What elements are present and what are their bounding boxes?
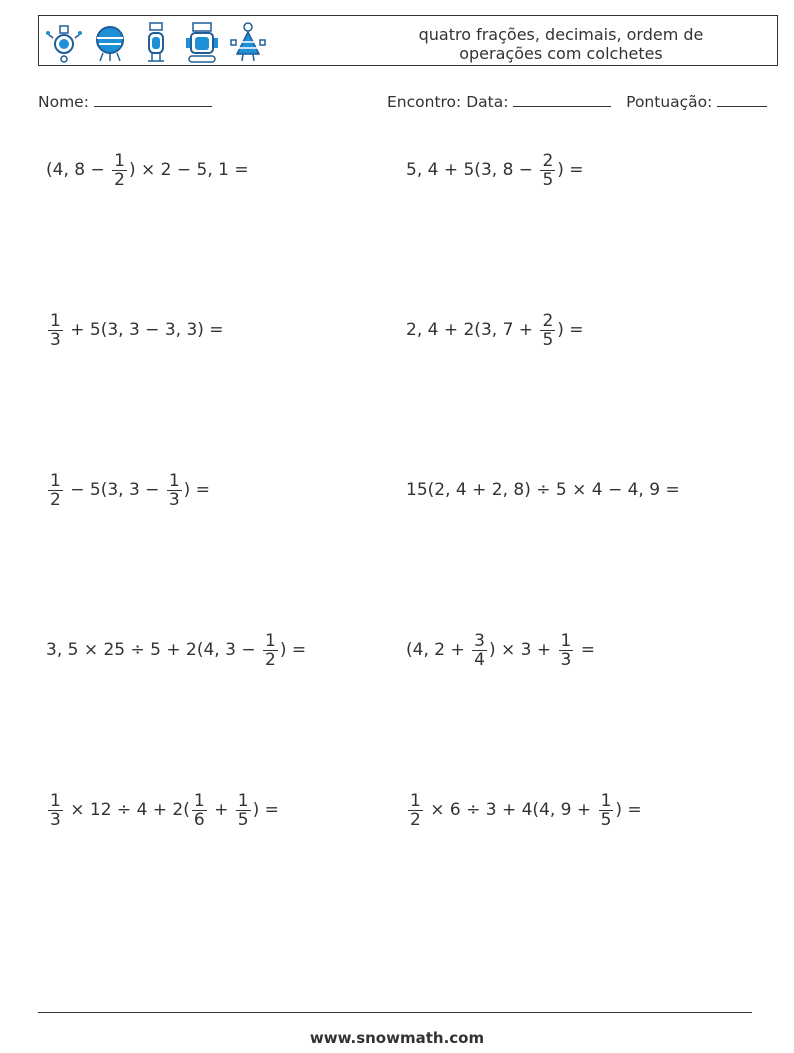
fraction-denominator: 3 (50, 329, 61, 350)
robot-icon (137, 20, 175, 64)
fraction-numerator: 1 (168, 470, 180, 491)
fraction-numerator: 1 (193, 790, 205, 811)
fraction-numerator: 1 (50, 470, 61, 491)
robot-icon (91, 20, 129, 64)
fraction-numerator: 1 (114, 150, 125, 171)
fraction-denominator: 2 (50, 489, 61, 510)
worksheet-header (38, 15, 778, 66)
fraction-denominator: 6 (193, 809, 205, 830)
score-blank[interactable] (717, 92, 767, 107)
expression-text: × 6 ÷ 3 + 4(4, 9 + (424, 800, 597, 820)
fraction-numerator: 1 (600, 790, 612, 811)
fraction (48, 312, 63, 349)
expression-text: ) × 2 − 5, 1 = (128, 160, 249, 180)
name-field (38, 92, 212, 111)
expression-text: 2, 4 + 2(3, 7 + (406, 320, 539, 340)
fraction-numerator: 1 (50, 790, 61, 811)
fraction (48, 792, 63, 829)
name-blank[interactable] (94, 92, 212, 107)
fraction (167, 472, 182, 509)
problem-6 (406, 466, 680, 514)
date-blank[interactable] (513, 92, 611, 107)
fraction-numerator: 3 (474, 630, 485, 651)
expression-text: × 12 ÷ 4 + 2( (64, 800, 190, 820)
fraction-numerator: 1 (410, 790, 421, 811)
expression-text: ) = (183, 480, 210, 500)
problem-1 (46, 146, 249, 194)
robot-icon (45, 20, 83, 64)
title-line-2: operações com colchetes (459, 44, 663, 63)
fraction (236, 792, 251, 829)
fraction-denominator: 2 (264, 649, 276, 670)
fraction-denominator: 4 (474, 649, 485, 670)
problem-5 (46, 466, 210, 514)
expression-text: ) = (279, 640, 307, 660)
expression-text: + 5(3, 3 − 3, 3) = (64, 320, 224, 340)
encounter-date-score (387, 92, 767, 111)
problem-2 (406, 146, 584, 194)
problem-8 (406, 626, 595, 674)
fraction-denominator: 5 (542, 329, 554, 350)
encounter-label: Encontro: (387, 93, 462, 111)
worksheet-title (391, 25, 731, 63)
title-line-1: quatro frações, decimais, ordem de (418, 25, 704, 44)
expression-text: 5, 4 + 5(3, 8 − (406, 160, 539, 180)
expression-text: + (208, 800, 234, 820)
fraction (559, 632, 574, 669)
footer-site[interactable]: www.snowmath.com (309, 1029, 485, 1047)
expression-text: ) = (615, 800, 642, 820)
fraction (112, 152, 127, 189)
problem-7 (46, 626, 306, 674)
fraction-numerator: 1 (264, 630, 276, 651)
problem-10 (406, 786, 642, 834)
date-label: Data: (466, 93, 509, 111)
fraction-denominator: 2 (114, 169, 125, 190)
fraction (192, 792, 207, 829)
fraction-numerator: 2 (542, 150, 554, 171)
fraction-denominator: 3 (560, 649, 572, 670)
fraction-numerator: 2 (542, 310, 554, 331)
fraction-numerator: 1 (237, 790, 249, 811)
expression-text: ) = (252, 800, 279, 820)
robot-icons (45, 20, 267, 64)
robot-icon (183, 20, 221, 64)
footer-divider (38, 1012, 752, 1013)
fraction (472, 632, 487, 669)
expression-text: − 5(3, 3 − (64, 480, 165, 500)
fraction-denominator: 5 (600, 809, 612, 830)
expression-text: ) = (557, 320, 584, 340)
problem-4 (406, 306, 584, 354)
fraction (599, 792, 614, 829)
fraction (540, 312, 555, 349)
expression-text: (4, 8 − (46, 160, 111, 180)
fraction-denominator: 2 (410, 809, 421, 830)
score-label: Pontuação: (626, 93, 713, 111)
name-label: Nome: (38, 93, 89, 111)
fraction-numerator: 1 (50, 310, 61, 331)
fraction-denominator: 3 (50, 809, 61, 830)
fraction-denominator: 5 (542, 169, 554, 190)
expression-text: ) = (557, 160, 584, 180)
expression-text: ) × 3 + (488, 640, 557, 660)
fraction-denominator: 5 (237, 809, 249, 830)
fraction (263, 632, 278, 669)
problem-3 (46, 306, 224, 354)
expression-text: 3, 5 × 25 ÷ 5 + 2(4, 3 − (46, 640, 261, 660)
fraction (540, 152, 555, 189)
fraction-numerator: 1 (560, 630, 572, 651)
fraction (48, 472, 63, 509)
expression-text: = (575, 640, 595, 660)
robot-icon (229, 20, 267, 64)
expression-text: (4, 2 + (406, 640, 471, 660)
problem-9 (46, 786, 279, 834)
expression-text: 15(2, 4 + 2, 8) ÷ 5 × 4 − 4, 9 = (406, 480, 680, 500)
fraction (408, 792, 423, 829)
fraction-denominator: 3 (168, 489, 180, 510)
